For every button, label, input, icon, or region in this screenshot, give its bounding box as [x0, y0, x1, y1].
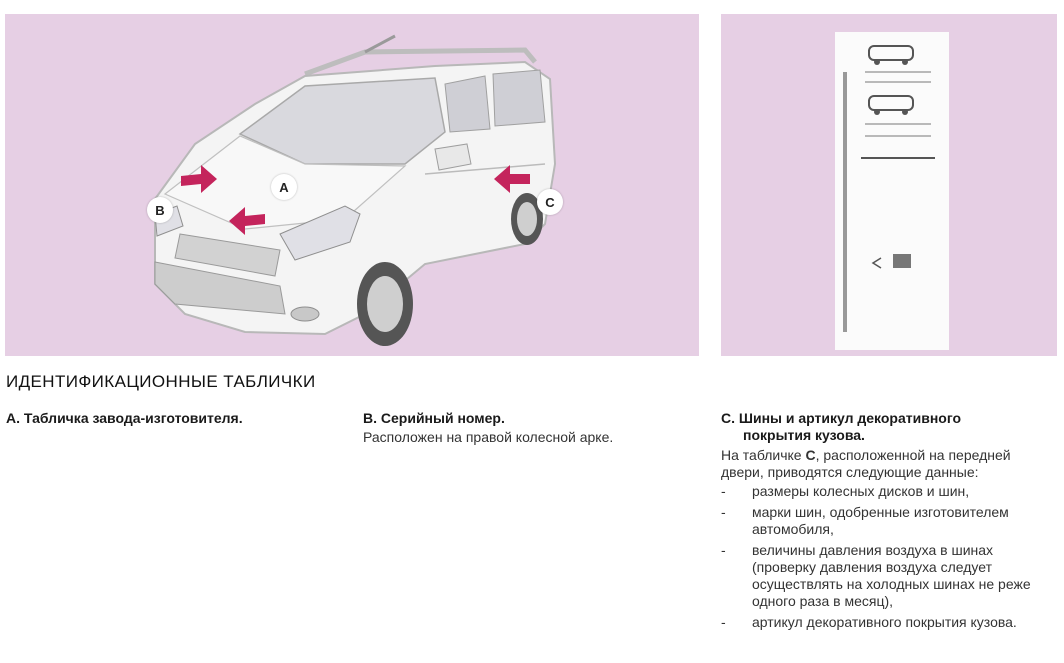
dash-mark: -	[721, 542, 726, 558]
dash-mark: -	[721, 614, 726, 630]
list-item	[721, 483, 1057, 500]
side-window-rear	[493, 70, 545, 126]
tyre-label-panel	[721, 14, 1057, 356]
list-item-text: величины давления воздуха в шинах (проверку давления воздуха следует осуществлять на холодных шинах не реже одного раза в месяц),	[752, 542, 1031, 609]
list-item-text: артикул декоративного покрытия кузова.	[752, 614, 1017, 630]
callout-a: A	[271, 174, 297, 200]
lead-bold: C	[805, 447, 816, 463]
tyre-info-list	[721, 483, 1057, 631]
tyre-label-graphic	[835, 32, 949, 350]
text-c-lead	[721, 447, 1057, 481]
car-load-icon-2	[869, 96, 913, 115]
heading-b: B. Серийный номер.	[363, 410, 505, 426]
lead-before: На табличке	[721, 447, 806, 463]
lead-after: , расположенной на передней двери, приводятся следующие данные:	[721, 447, 1011, 480]
list-item	[721, 504, 1057, 538]
text-b: Расположен на правой колесной арке.	[363, 429, 614, 445]
heading-a: A. Табличка завода-изготовителя.	[6, 410, 243, 426]
rear-wheel-rim	[517, 202, 537, 236]
column-a	[6, 410, 326, 427]
heading-c-line2: покрытия кузова.	[743, 427, 865, 443]
list-item	[721, 542, 1057, 610]
label-text-stripe	[843, 72, 847, 332]
heading-c	[721, 410, 1057, 444]
car-illustration-panel	[5, 14, 699, 356]
side-window-front	[445, 76, 490, 132]
fog-light	[291, 307, 319, 321]
column-b	[363, 410, 693, 446]
dash-mark: -	[721, 504, 726, 520]
heading-c-line1: C. Шины и артикул декоративного	[721, 410, 962, 426]
front-wheel-rim	[367, 276, 403, 332]
car-illustration	[5, 14, 699, 356]
column-c	[721, 410, 1057, 635]
callout-c: C	[537, 189, 563, 215]
tyre-pressure-label	[835, 32, 949, 350]
section-title: ИДЕНТИФИКАЦИОННЫЕ ТАБЛИЧКИ	[6, 372, 316, 391]
list-item	[721, 614, 1057, 631]
callout-b: B	[147, 197, 173, 223]
dash-mark: -	[721, 483, 726, 499]
car-load-icon-1	[869, 46, 913, 65]
list-item-text: марки шин, одобренные изготовителем автомобиля,	[752, 504, 1009, 537]
paint-code-icon	[873, 254, 911, 268]
list-item-text: размеры колесных дисков и шин,	[752, 483, 970, 499]
